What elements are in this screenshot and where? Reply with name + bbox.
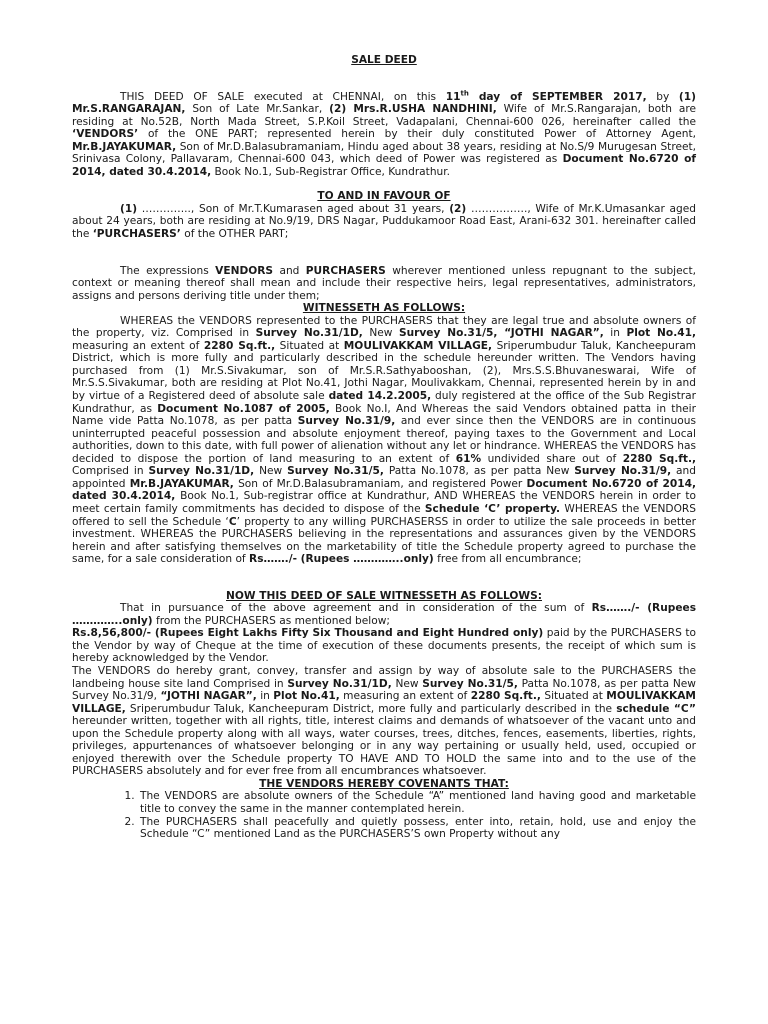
land-extent: 2280 Sq.ft.,	[203, 339, 276, 352]
plot-number: Plot No.41,	[626, 327, 696, 340]
text-run: from the PURCHASERS as mentioned below;	[152, 614, 390, 627]
text-run: WHEREAS the VENDORS offered to sell the Schedule ‘	[72, 502, 696, 528]
vendors-term: ‘VENDORS’	[72, 128, 139, 141]
text-run: Situated at	[540, 690, 607, 703]
schedule-reference: Schedule ‘C’ property.	[424, 502, 561, 515]
text-run: by	[646, 90, 679, 103]
land-extent: 2280 Sq.ft.,	[470, 690, 541, 703]
sale-consideration: Rs……./- (Rupees …………..only)	[249, 553, 434, 566]
text-run: Patta No.1078, as per patta New Survey No.31/9,	[72, 677, 696, 703]
agent-name: Mr.B.JAYAKUMAR,	[129, 477, 234, 490]
text-run: THIS DEED OF SALE executed at CHENNAI, on this	[120, 90, 446, 103]
text-run: ’ property to any willing PURCHASERSS in order to utilize the sale proceeds in better investment. WHEREAS the PURCHASERS believing in the representations and assurances given by the VENDORS herein and after satisfying themselves on the marketability of title the Schedule property agreed to purchase the same, for a sale consideration of	[72, 515, 696, 566]
agent-name: Mr.B.JAYAKUMAR,	[72, 140, 177, 153]
covenants-list	[72, 790, 696, 840]
power-document-ref: Document No.6720 of 2014, dated 30.4.2014,	[72, 477, 697, 503]
survey-number: Survey No.31/5, “JOTHI NAGAR”,	[399, 327, 604, 340]
land-extent: 2280 Sq.ft.,	[622, 452, 696, 465]
text-run: Book No.1, Sub-Registrar Office, Kundrathur.	[211, 165, 450, 178]
schedule-letter: C	[228, 515, 237, 528]
text-run: Patta No.1078, as per patta New	[383, 465, 575, 478]
covenants-heading: THE VENDORS HEREBY COVENANTS THAT:	[259, 777, 509, 790]
schedule-reference: schedule “C”	[616, 702, 697, 715]
deed-date: dated 14.2.2005,	[328, 390, 432, 403]
text-run: ………….., Son of Mr.T.Kumarasen aged about 31 years,	[137, 202, 450, 215]
text-run: measuring an extent of	[72, 339, 204, 352]
purchaser-2-marker: (2)	[449, 202, 467, 215]
text-run: hereunder written, together with all rights, title, interest claims and demands of whatsoever of the vacant unto and upon the Schedule property along with all ways, water courses, trees, ditches, fences, easements, liberties, rights, privileges, appurtenances of whatsoever belonging or in any way pertaining or usually held, used, occupied or enjoyed therewith over the Schedule property TO HAVE AND TO HOLD the same into and to the use of the PURCHASERS absolutely and for ever free from all encumbrances whatsoever.	[72, 715, 696, 778]
text-run: New	[254, 465, 288, 478]
village-name: MOULIVAKKAM VILLAGE,	[343, 339, 493, 352]
text-run: That in pursuance of the above agreement and in consideration of the sum of	[120, 602, 592, 615]
now-this-deed-heading: NOW THIS DEED OF SALE WITNESSETH AS FOLLOWS:	[226, 589, 542, 602]
nagar-name: “JOTHI NAGAR”,	[160, 690, 257, 703]
text-run: Son of Late Mr.Sankar,	[185, 103, 330, 116]
purchasers-term: ‘PURCHASERS’	[92, 228, 181, 241]
favour-heading: TO AND IN FAVOUR OF	[317, 190, 451, 203]
survey-number: Survey No.31/9,	[297, 415, 396, 428]
text-run: in	[603, 327, 627, 340]
sale-consideration: Rs……./- (Rupees …………..only)	[72, 602, 696, 627]
text-run: and ever since then the VENDORS are in continuous uninterrupted peaceful possession and absolute enjoyment thereof, paying taxes to the Government and Local authorities, down to this date, with full power of alienation without any let or hindrance. WHEREAS the VENDORS has decided to dispose the portion of land measuring to an extent of	[72, 415, 696, 465]
expressions-paragraph	[72, 265, 696, 303]
purchasers-paragraph	[72, 203, 696, 241]
survey-number: Survey No.31/1D,	[287, 677, 392, 690]
text-run: Son of Mr.D.Balasubramaniam, Hindu aged about 38 years, residing at No.S/9 Murugesan Street, Srinivasa Colony, Pallavaram, Chennai-600 043, which deed of Power was registered as	[72, 140, 696, 166]
covenant-item: 2. The PURCHASERS shall peacefully and quietly possess, enter into, retain, hold, use and enjoy the Schedule “C” mentioned Land as the PURCHASERS’S own Property without any	[138, 816, 696, 841]
power-document-ref: Document No.6720 of 2014, dated 30.4.2014,	[72, 153, 697, 178]
vendor-2-name: (2) Mrs.R.USHA NANDHINI,	[329, 103, 497, 116]
text-run: Comprised in	[72, 465, 149, 478]
text-run: Sriperumbudur Taluk, Kancheepuram District, which is more fully and particularly described in the schedule hereunder written. The Vendors having purchased from (1) Mr.S.Sivakumar, son of Mr.S.R.Sathyabooshan, (2), Mrs.S.S.Bhuvaneswarai, Wife of Mr.S.S.Sivakumar, both are residing at Plot No.41, Jothi Nagar, Moulivakkam, Chennai, represented herein by in and by virtue of a Registered deed of absolute sale	[72, 339, 697, 403]
village-name: MOULIVAKKAM VILLAGE,	[72, 690, 696, 715]
text-run: duly registered at the office of the Sub Registrar Kundrathur, as	[72, 390, 696, 415]
vendor-1-name: (1) Mr.S.RANGARAJAN,	[72, 90, 696, 116]
text-run: undivided share out of	[481, 452, 623, 465]
conveyance-paragraph	[72, 665, 696, 778]
covenant-item: 1. The VENDORS are absolute owners of the Schedule “A” mentioned land having good and marketable title to convey the same in the manner contemplated herein.	[138, 790, 696, 815]
payment-amount: Rs.8,56,800/- (Rupees Eight Lakhs Fifty Six Thousand and Eight Hundred only)	[72, 627, 544, 640]
text-run: Sriperumbudur Taluk, Kancheepuram District, more fully and particularly described in the	[125, 702, 617, 715]
text-run: The expressions	[120, 264, 216, 277]
text-run: Wife of Mr.S.Rangarajan, both are residing at No.52B, North Mada Street, S.P.Koil Street, Vadapalani, Chennai-600 026, hereinafter called the	[72, 103, 696, 128]
share-percent: 61%	[455, 452, 482, 465]
text-run: wherever mentioned unless repugnant to the subject, context or meaning thereof shall mean and include their respective heirs, legal representatives, administrators, assigns and persons deriving title under them;	[72, 264, 696, 302]
document-title: SALE DEED	[351, 54, 417, 66]
text-run: and appointed	[72, 465, 696, 490]
text-run: free from all encumbrance;	[433, 553, 582, 566]
survey-number: Survey No.31/1D,	[148, 465, 255, 478]
text-run: ……………., Wife of Mr.K.Umasankar aged about 24 years, both are residing at No.9/19, DRS Nagar, Puddukamoor Road East, Arani-632 301. hereinafter called the	[72, 202, 696, 241]
text-run: of the OTHER PART;	[180, 228, 289, 241]
text-run: New	[362, 327, 399, 340]
pursuance-paragraph	[72, 602, 696, 627]
plot-number: Plot No.41,	[273, 690, 340, 703]
survey-number: Survey No.31/5,	[287, 465, 384, 478]
text-run: measuring an extent of	[339, 690, 471, 703]
text-run: WHEREAS the VENDORS represented to the PURCHASERS that they are legal true and absolute owners of the property, viz. Comprised in	[72, 314, 696, 340]
text-run: and	[273, 264, 306, 277]
text-run: Book No.I, And Whereas the said Vendors obtained patta in their Name vide Patta No.1078, as per patta	[72, 402, 696, 428]
survey-number: Survey No.31/1D,	[255, 327, 363, 340]
purchaser-1-marker: (1)	[120, 202, 138, 215]
survey-number: Survey No.31/5,	[422, 677, 518, 690]
whereas-paragraph	[72, 315, 696, 566]
vendors-term: VENDORS	[215, 264, 274, 277]
document-number: Document No.1087 of 2005,	[157, 402, 330, 415]
text-run: in	[256, 690, 274, 703]
date-suffix: th	[460, 89, 469, 98]
text-run: Son of Mr.D.Balasubramaniam, and registered Power	[233, 477, 527, 490]
purchasers-term: PURCHASERS	[305, 264, 386, 277]
sale-deed-document	[72, 54, 696, 841]
survey-number: Survey No.31/9,	[574, 465, 672, 478]
text-run: Situated at	[275, 339, 344, 352]
witnesseth-heading: WITNESSETH AS FOLLOWS:	[302, 302, 466, 315]
text-run: The VENDORS do hereby grant, convey, transfer and assign by way of absolute sale to the PURCHASERS the landbeing house site land Comprised in	[72, 664, 696, 690]
text-run: paid by the PURCHASERS to the Vendor by way of Cheque at the time of execution of these documents presents, the receipt of which sum is hereby acknowledged by the Vendor.	[72, 627, 696, 665]
text-run: of the ONE PART; represented herein by their duly constituted Power of Attorney Agent,	[138, 128, 696, 141]
deed-opening-paragraph	[72, 91, 696, 179]
date-month-year: day of SEPTEMBER 2017,	[468, 90, 647, 103]
text-run: Book No.1, Sub-registrar office at Kundrathur, AND WHEREAS the VENDORS herein in order to meet certain family commitments has decided to dispose of the	[72, 490, 696, 515]
text-run: New	[391, 677, 423, 690]
date-day: 11	[445, 90, 461, 103]
payment-paragraph	[72, 627, 696, 665]
